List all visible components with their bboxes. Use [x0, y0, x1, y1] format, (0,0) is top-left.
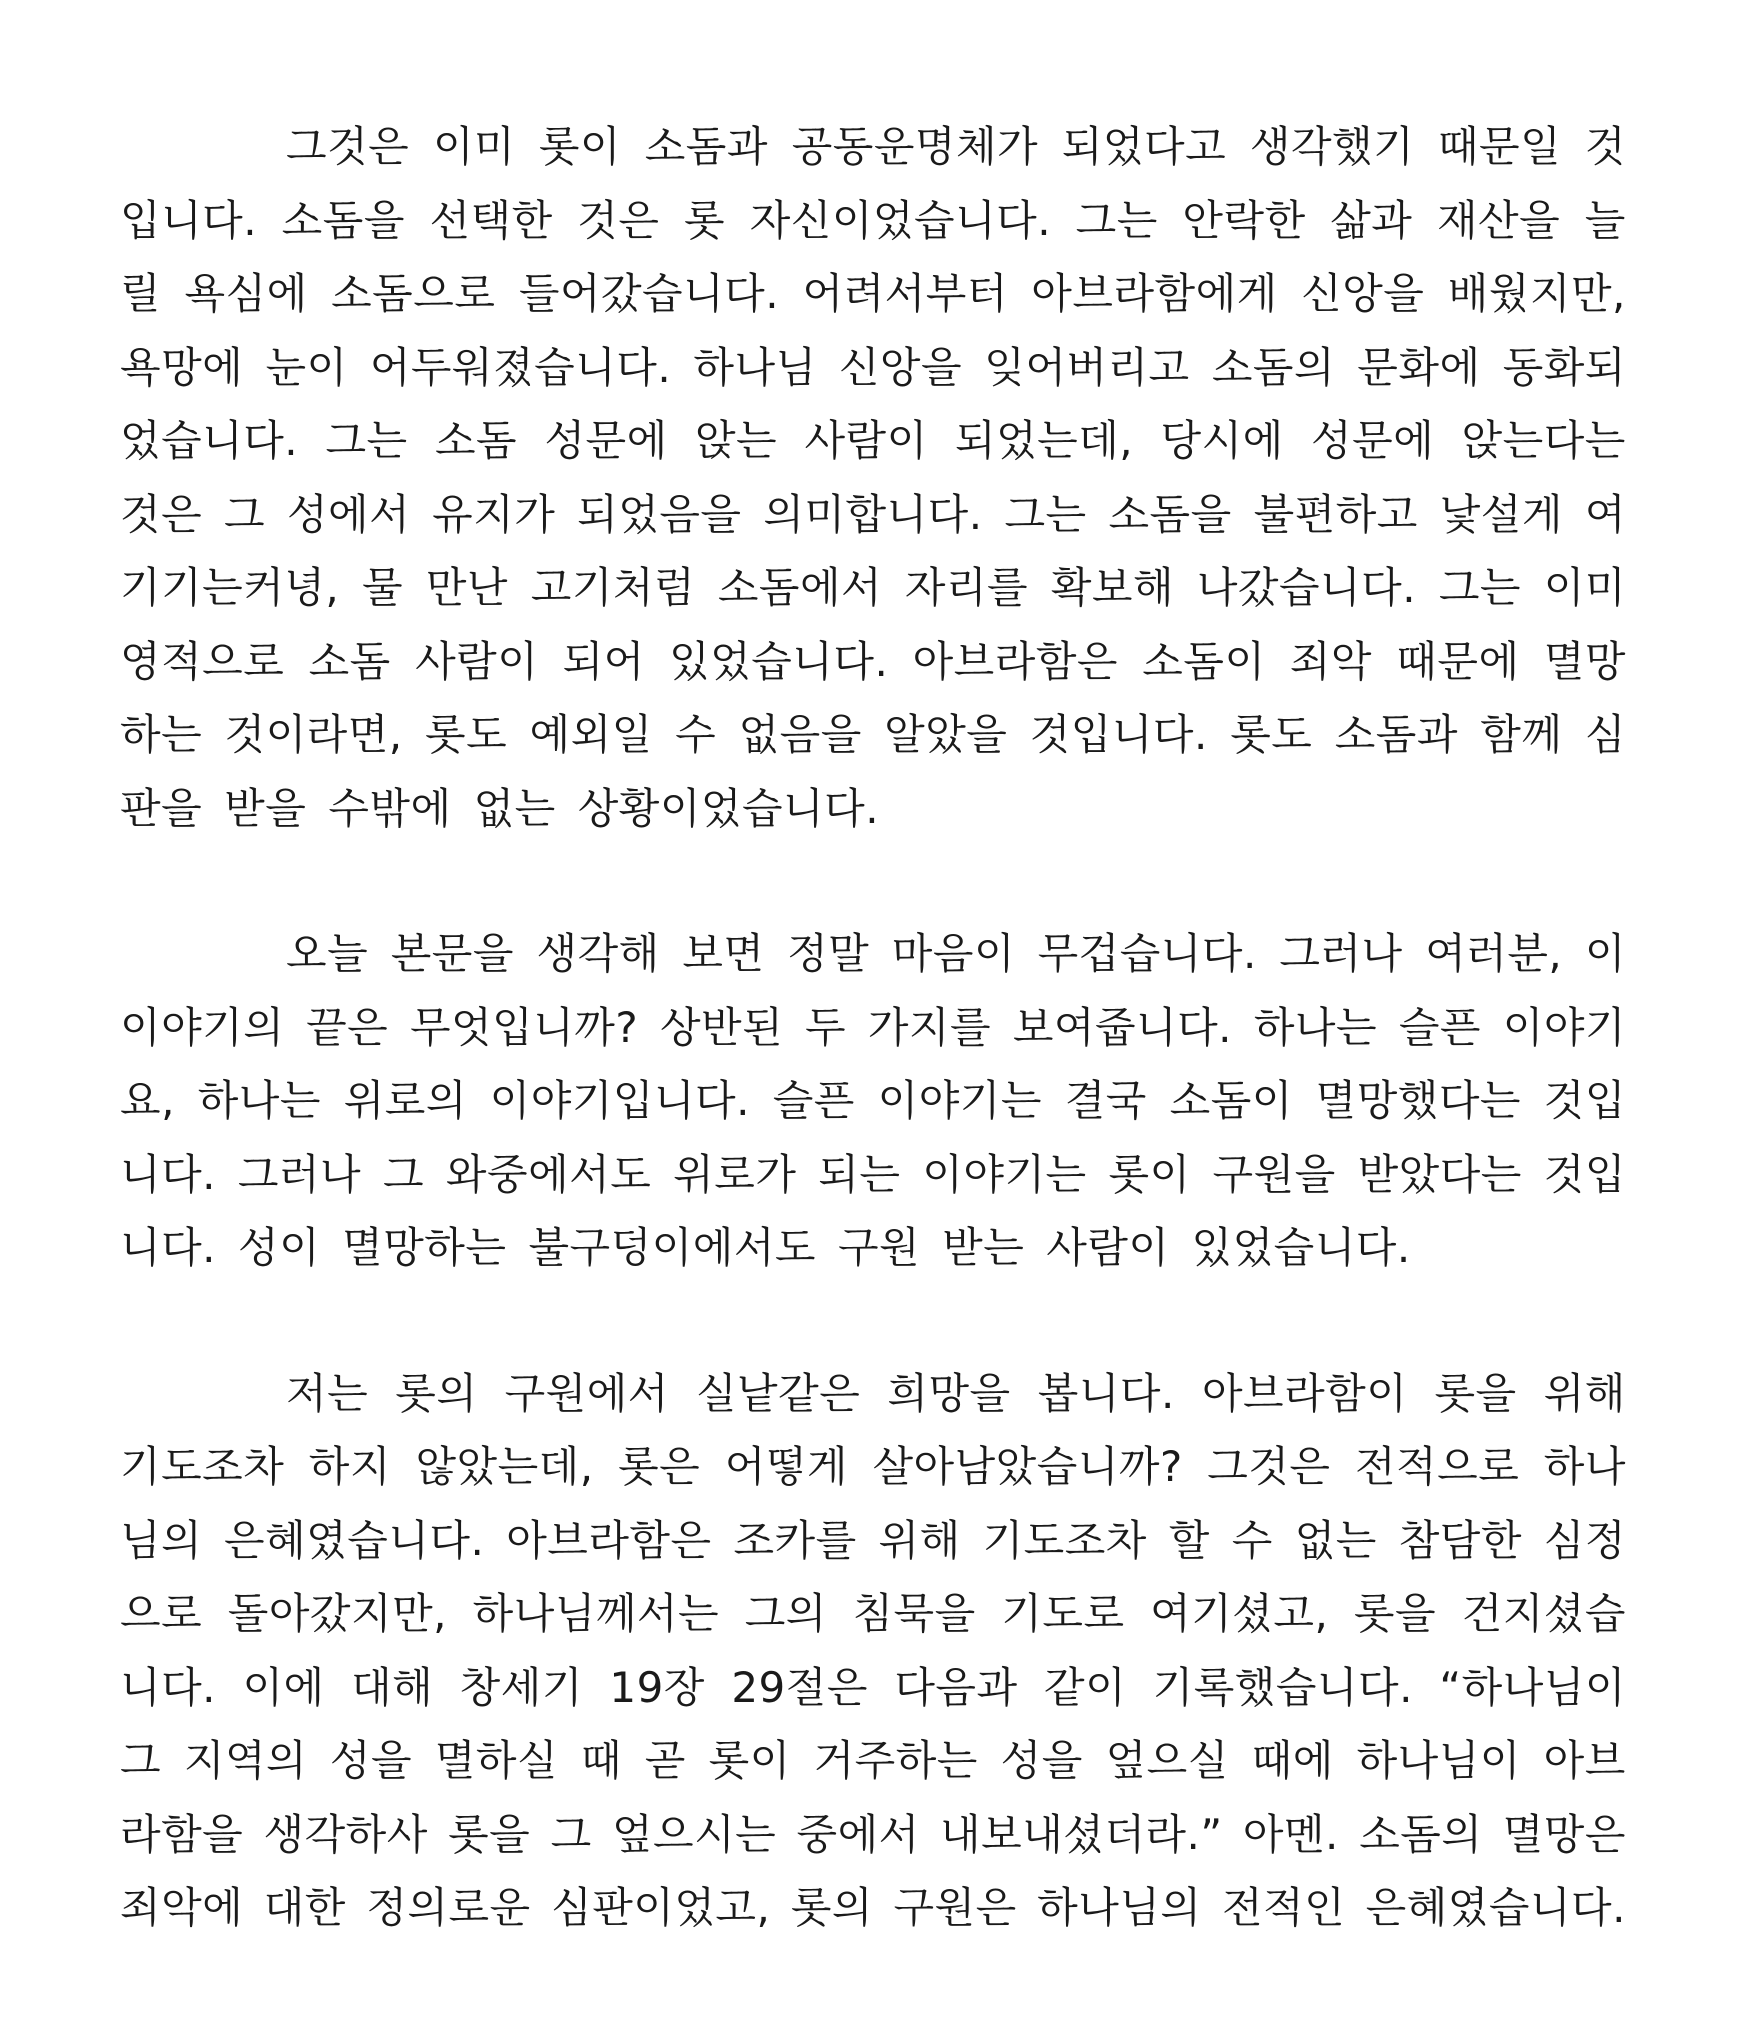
- word: 불구덩이에서도: [528, 1223, 816, 1272]
- word: 신앙을: [838, 342, 963, 392]
- word: 29절은: [731, 1662, 868, 1712]
- word: 문화에: [1357, 342, 1481, 392]
- word: 이야기입니다.: [489, 1076, 750, 1125]
- text-line: [120, 110, 1626, 184]
- word: 니다.: [120, 1662, 216, 1712]
- text-line: [120, 698, 1626, 772]
- word: 것이라면,: [224, 710, 403, 759]
- text-line: [120, 1724, 1626, 1798]
- text-line: [120, 257, 1626, 331]
- word: 심정: [1543, 1515, 1626, 1565]
- word: 앉는다는: [1461, 416, 1626, 465]
- word: 여러분,: [1425, 929, 1563, 978]
- word: 공동운명체가: [791, 122, 1039, 171]
- word: 구원을: [1212, 1149, 1336, 1199]
- word: 롯도: [1230, 710, 1313, 759]
- word: 기도조차: [982, 1515, 1147, 1565]
- word: 이미: [1543, 563, 1626, 612]
- word: 만난: [425, 563, 508, 612]
- word: 롯이: [538, 122, 621, 171]
- word: 이: [1584, 929, 1626, 978]
- word: 함께: [1480, 710, 1563, 759]
- text-line: [120, 625, 1626, 699]
- word: 아브라함이: [1201, 1368, 1408, 1418]
- word: 하나님이: [1356, 1736, 1521, 1785]
- word: 하는: [120, 710, 203, 759]
- word: 이야기: [1502, 1002, 1626, 1052]
- word: 선택한: [429, 195, 553, 245]
- word: 하나님께서는: [472, 1589, 720, 1638]
- word: 저는: [286, 1368, 369, 1418]
- word: 아브라함에게: [1031, 269, 1278, 318]
- word: 앉는: [694, 416, 778, 465]
- word: 되는: [818, 1149, 901, 1199]
- word: 여: [1584, 489, 1626, 539]
- word: 위로의: [343, 1076, 467, 1125]
- word: 알았을: [884, 710, 1008, 759]
- word: 니다.: [120, 1223, 216, 1272]
- text-line: [120, 1577, 1626, 1651]
- word: 심: [1584, 710, 1626, 759]
- word: 받는: [942, 1223, 1025, 1272]
- word: 었습니다.: [120, 416, 299, 465]
- word: 그것은: [1207, 1442, 1331, 1491]
- text-line: [120, 404, 1626, 478]
- word: 소돔으로: [331, 269, 496, 318]
- text-line: [120, 1138, 1626, 1212]
- word: 어두워졌습니다.: [369, 342, 672, 392]
- word: 때: [580, 1736, 622, 1785]
- word: 영적으로: [120, 636, 285, 686]
- word: 결국: [1064, 1076, 1147, 1125]
- word: 하나님: [693, 342, 817, 392]
- word: 위해: [878, 1515, 961, 1565]
- word: 정말: [787, 929, 870, 978]
- word: 멸망은: [1502, 1809, 1626, 1859]
- word: 때에: [1251, 1736, 1334, 1785]
- word: 받을: [224, 783, 307, 833]
- word: 소돔을: [281, 195, 405, 245]
- word: 불편하고: [1253, 489, 1418, 539]
- word: 거주하는: [813, 1736, 978, 1785]
- text-line: [120, 1430, 1626, 1504]
- word: 아멘.: [1242, 1809, 1339, 1859]
- word: 성을: [329, 1736, 413, 1785]
- word: 요,: [120, 1076, 175, 1125]
- word: 실낱같은: [695, 1368, 861, 1418]
- word: 은혜였습니다.: [1365, 1883, 1626, 1932]
- word: 엎으시는: [611, 1809, 777, 1859]
- word: 이에: [242, 1662, 325, 1712]
- word: 지역의: [183, 1736, 308, 1785]
- word: 롯의: [790, 1883, 873, 1932]
- text-line: [120, 1504, 1626, 1578]
- word: 은혜였습니다.: [224, 1515, 485, 1565]
- word: 건지셨습: [1461, 1589, 1626, 1638]
- word: 이야기의: [120, 1002, 285, 1052]
- word: 그는: [1004, 489, 1087, 539]
- word: 멸하실: [434, 1736, 559, 1785]
- word: 그의: [744, 1589, 827, 1638]
- text-line: [120, 184, 1626, 258]
- word: 오늘: [286, 929, 369, 978]
- word: 위해: [1543, 1368, 1626, 1418]
- word: 하나: [1543, 1442, 1626, 1491]
- word: 희망을: [887, 1368, 1011, 1418]
- word: 롯을: [1434, 1368, 1517, 1418]
- word: 그: [120, 1736, 162, 1785]
- word: 롯은: [618, 1442, 701, 1491]
- word: 있었습니다.: [1191, 1223, 1411, 1272]
- word: 라함을: [120, 1809, 244, 1859]
- word: 되었음을: [577, 489, 742, 539]
- word: 고기처럼: [530, 563, 696, 612]
- word: 기도로: [1001, 1589, 1125, 1638]
- word: 롯이: [1108, 1149, 1191, 1199]
- text-line: [120, 551, 1626, 625]
- word: 님의: [120, 1515, 203, 1565]
- word: 받았다는: [1357, 1149, 1522, 1199]
- word: 롯을: [1353, 1589, 1437, 1638]
- word: 되었는데,: [955, 416, 1134, 465]
- word: 없는: [473, 783, 556, 833]
- word: 전적인: [1221, 1883, 1346, 1932]
- word: 성이: [238, 1223, 321, 1272]
- word: 소돔의: [1211, 342, 1336, 392]
- word: 기기는커녕,: [120, 563, 340, 612]
- word: “하나님이: [1439, 1662, 1626, 1712]
- word: 유지가: [432, 489, 556, 539]
- word: 할: [1168, 1515, 1210, 1565]
- word: 대해: [351, 1662, 434, 1712]
- word: 보여줍니다.: [1012, 1002, 1233, 1052]
- word: 구원: [837, 1223, 921, 1272]
- word: 것입니다.: [1029, 710, 1208, 759]
- word: 성에서: [286, 489, 411, 539]
- word: 있었습니다.: [669, 636, 889, 686]
- word: 생각했기: [1249, 122, 1415, 171]
- word: 슬픈: [772, 1076, 855, 1125]
- word: 어려서부터: [802, 269, 1008, 318]
- word: 엎으실: [1105, 1736, 1229, 1785]
- word: 그것은: [286, 122, 410, 171]
- word: 두: [804, 1002, 847, 1052]
- word: 중에서: [796, 1809, 920, 1859]
- text-line: [120, 1064, 1626, 1138]
- word: 되어: [562, 636, 645, 686]
- word: 아브라함은: [912, 636, 1118, 686]
- word: 그는: [325, 416, 408, 465]
- word: 조카를: [733, 1515, 857, 1565]
- word: 살아남았습니까?: [872, 1442, 1183, 1491]
- word: 재산을: [1436, 195, 1561, 245]
- word: 소돔을: [1108, 489, 1232, 539]
- word: 그러나: [1279, 929, 1403, 978]
- word: 심판이었고,: [551, 1883, 771, 1932]
- word: 돌아갔지만,: [227, 1589, 447, 1638]
- word: 물: [361, 563, 404, 612]
- word: 성문에: [544, 416, 668, 465]
- text-line: [120, 917, 1626, 991]
- word: 슬픈: [1398, 1002, 1481, 1052]
- word: 수: [675, 710, 717, 759]
- word: 그: [382, 1149, 425, 1199]
- word: 입니다.: [120, 195, 258, 245]
- word: 당시에: [1160, 416, 1284, 465]
- word: 하나는: [1253, 1002, 1378, 1052]
- word: 롯이: [708, 1736, 791, 1785]
- word: 욕심에: [184, 269, 308, 318]
- word: 신앙을: [1301, 269, 1425, 318]
- word: 생각하사: [263, 1809, 428, 1859]
- word: 그는: [1075, 195, 1158, 245]
- word: 하나는: [197, 1076, 321, 1125]
- word: 침묵을: [852, 1589, 976, 1638]
- word: 롯을: [448, 1809, 531, 1859]
- word: 이야기는: [922, 1149, 1087, 1199]
- word: 아브: [1543, 1736, 1626, 1785]
- word: 19장: [609, 1662, 705, 1712]
- text-line: [120, 331, 1626, 405]
- word: 마음이: [891, 929, 1016, 978]
- word: 끝은: [306, 1002, 389, 1052]
- word: 늘: [1584, 195, 1626, 245]
- text-line: [120, 772, 1626, 846]
- word: 롯도: [425, 710, 508, 759]
- word: 구원은: [893, 1883, 1017, 1932]
- word: 사람이: [1046, 1223, 1170, 1272]
- word: 정의로운: [366, 1883, 531, 1932]
- word: 소돔과: [644, 122, 768, 171]
- word: 하지: [308, 1442, 391, 1491]
- word: 소돔의: [1359, 1809, 1483, 1859]
- word: 곧: [644, 1736, 686, 1785]
- word: 아브라함은: [506, 1515, 712, 1565]
- word: 예외일: [529, 710, 653, 759]
- word: 무엇입니까?: [410, 1002, 639, 1052]
- document-page: [120, 110, 1626, 2017]
- word: 와중에서도: [445, 1149, 652, 1199]
- word: 으로: [120, 1589, 203, 1638]
- word: 그: [224, 489, 266, 539]
- word: 것입: [1543, 1076, 1626, 1125]
- word: 멸망했다는: [1315, 1076, 1521, 1125]
- word: 성을: [1000, 1736, 1083, 1785]
- word: 기도조차: [120, 1442, 285, 1491]
- word: 수: [1231, 1515, 1273, 1565]
- word: 낯설게: [1439, 489, 1563, 539]
- word: 확보해: [1050, 563, 1175, 612]
- word: 때문일: [1437, 122, 1562, 171]
- word: 자리를: [904, 563, 1029, 612]
- word: 상반된: [659, 1002, 784, 1052]
- word: 멸망하는: [342, 1223, 507, 1272]
- word: 없는: [1294, 1515, 1377, 1565]
- word: 창세기: [459, 1662, 583, 1712]
- word: 구원에서: [504, 1368, 669, 1418]
- word: 이미: [432, 122, 516, 171]
- word: 것입: [1543, 1149, 1626, 1199]
- word: 것은: [120, 489, 203, 539]
- word: 전적으로: [1354, 1442, 1520, 1491]
- word: 삶과: [1330, 195, 1413, 245]
- word: 소돔에서: [717, 563, 883, 612]
- word: 것: [1584, 122, 1626, 171]
- text-line: [120, 1211, 1626, 1285]
- word: 성문에: [1311, 416, 1435, 465]
- word: 어떻게: [724, 1442, 848, 1491]
- word: 그러나: [237, 1149, 362, 1199]
- word: 보면: [682, 929, 765, 978]
- paragraph-3: [120, 1357, 1626, 1945]
- word: 때문에: [1396, 636, 1520, 686]
- word: 롯의: [395, 1368, 478, 1418]
- word: 죄악: [1289, 636, 1372, 686]
- word: 사람이: [415, 636, 539, 686]
- word: 소돔이: [1142, 636, 1266, 686]
- word: 기록했습니다.: [1152, 1662, 1413, 1712]
- word: 죄악에: [120, 1883, 244, 1932]
- word: 같이: [1044, 1662, 1127, 1712]
- word: 수밖에: [328, 783, 452, 833]
- word: 그: [550, 1809, 592, 1859]
- word: 이야기는: [877, 1076, 1042, 1125]
- word: 봅니다.: [1037, 1368, 1175, 1418]
- word: 위로가: [673, 1149, 797, 1199]
- word: 욕망에: [120, 342, 244, 392]
- text-line: [120, 478, 1626, 552]
- word: 자신이었습니다.: [749, 195, 1052, 245]
- word: 멸망: [1543, 636, 1626, 686]
- word: 무겁습니다.: [1037, 929, 1257, 978]
- word: 안락한: [1182, 195, 1306, 245]
- text-line: [120, 1798, 1626, 1872]
- word: 롯: [684, 195, 726, 245]
- text-line: [120, 991, 1626, 1065]
- word: 본문을: [390, 929, 514, 978]
- paragraph-2: [120, 917, 1626, 1285]
- word: 다음과: [894, 1662, 1018, 1712]
- word: 사람이: [804, 416, 928, 465]
- word: 판을: [120, 783, 203, 833]
- word: 가지를: [867, 1002, 992, 1052]
- word: 의미합니다.: [763, 489, 983, 539]
- text-line: [120, 1357, 1626, 1431]
- word: 여기셨고,: [1150, 1589, 1329, 1638]
- word: 그는: [1438, 563, 1521, 612]
- word: 않았는데,: [415, 1442, 594, 1491]
- word: 상황이었습니다.: [577, 783, 880, 833]
- word: 것은: [577, 195, 660, 245]
- word: 소돔: [434, 416, 518, 465]
- word: 동화되: [1502, 342, 1626, 392]
- word: 소돔: [308, 636, 391, 686]
- word: 눈이: [265, 342, 348, 392]
- paragraph-1: [120, 110, 1626, 845]
- word: 릴: [120, 269, 162, 318]
- word: 참담한: [1398, 1515, 1522, 1565]
- word: 잊어버리고: [984, 342, 1190, 392]
- word: 배웠지만,: [1447, 269, 1626, 318]
- word: 소돔이: [1169, 1076, 1293, 1125]
- word: 들어갔습니다.: [518, 269, 780, 318]
- word: 하나님의: [1037, 1883, 1202, 1932]
- word: 되었다고: [1061, 122, 1227, 171]
- word: 니다.: [120, 1149, 216, 1199]
- word: 생각해: [536, 929, 660, 978]
- text-line: [120, 1871, 1626, 1945]
- text-line: [120, 1651, 1626, 1725]
- word: 소돔과: [1334, 710, 1458, 759]
- word: 내보내셨더라.”: [940, 1809, 1223, 1859]
- word: 나갔습니다.: [1196, 563, 1417, 612]
- word: 대한: [263, 1883, 346, 1932]
- word: 없음을: [738, 710, 862, 759]
